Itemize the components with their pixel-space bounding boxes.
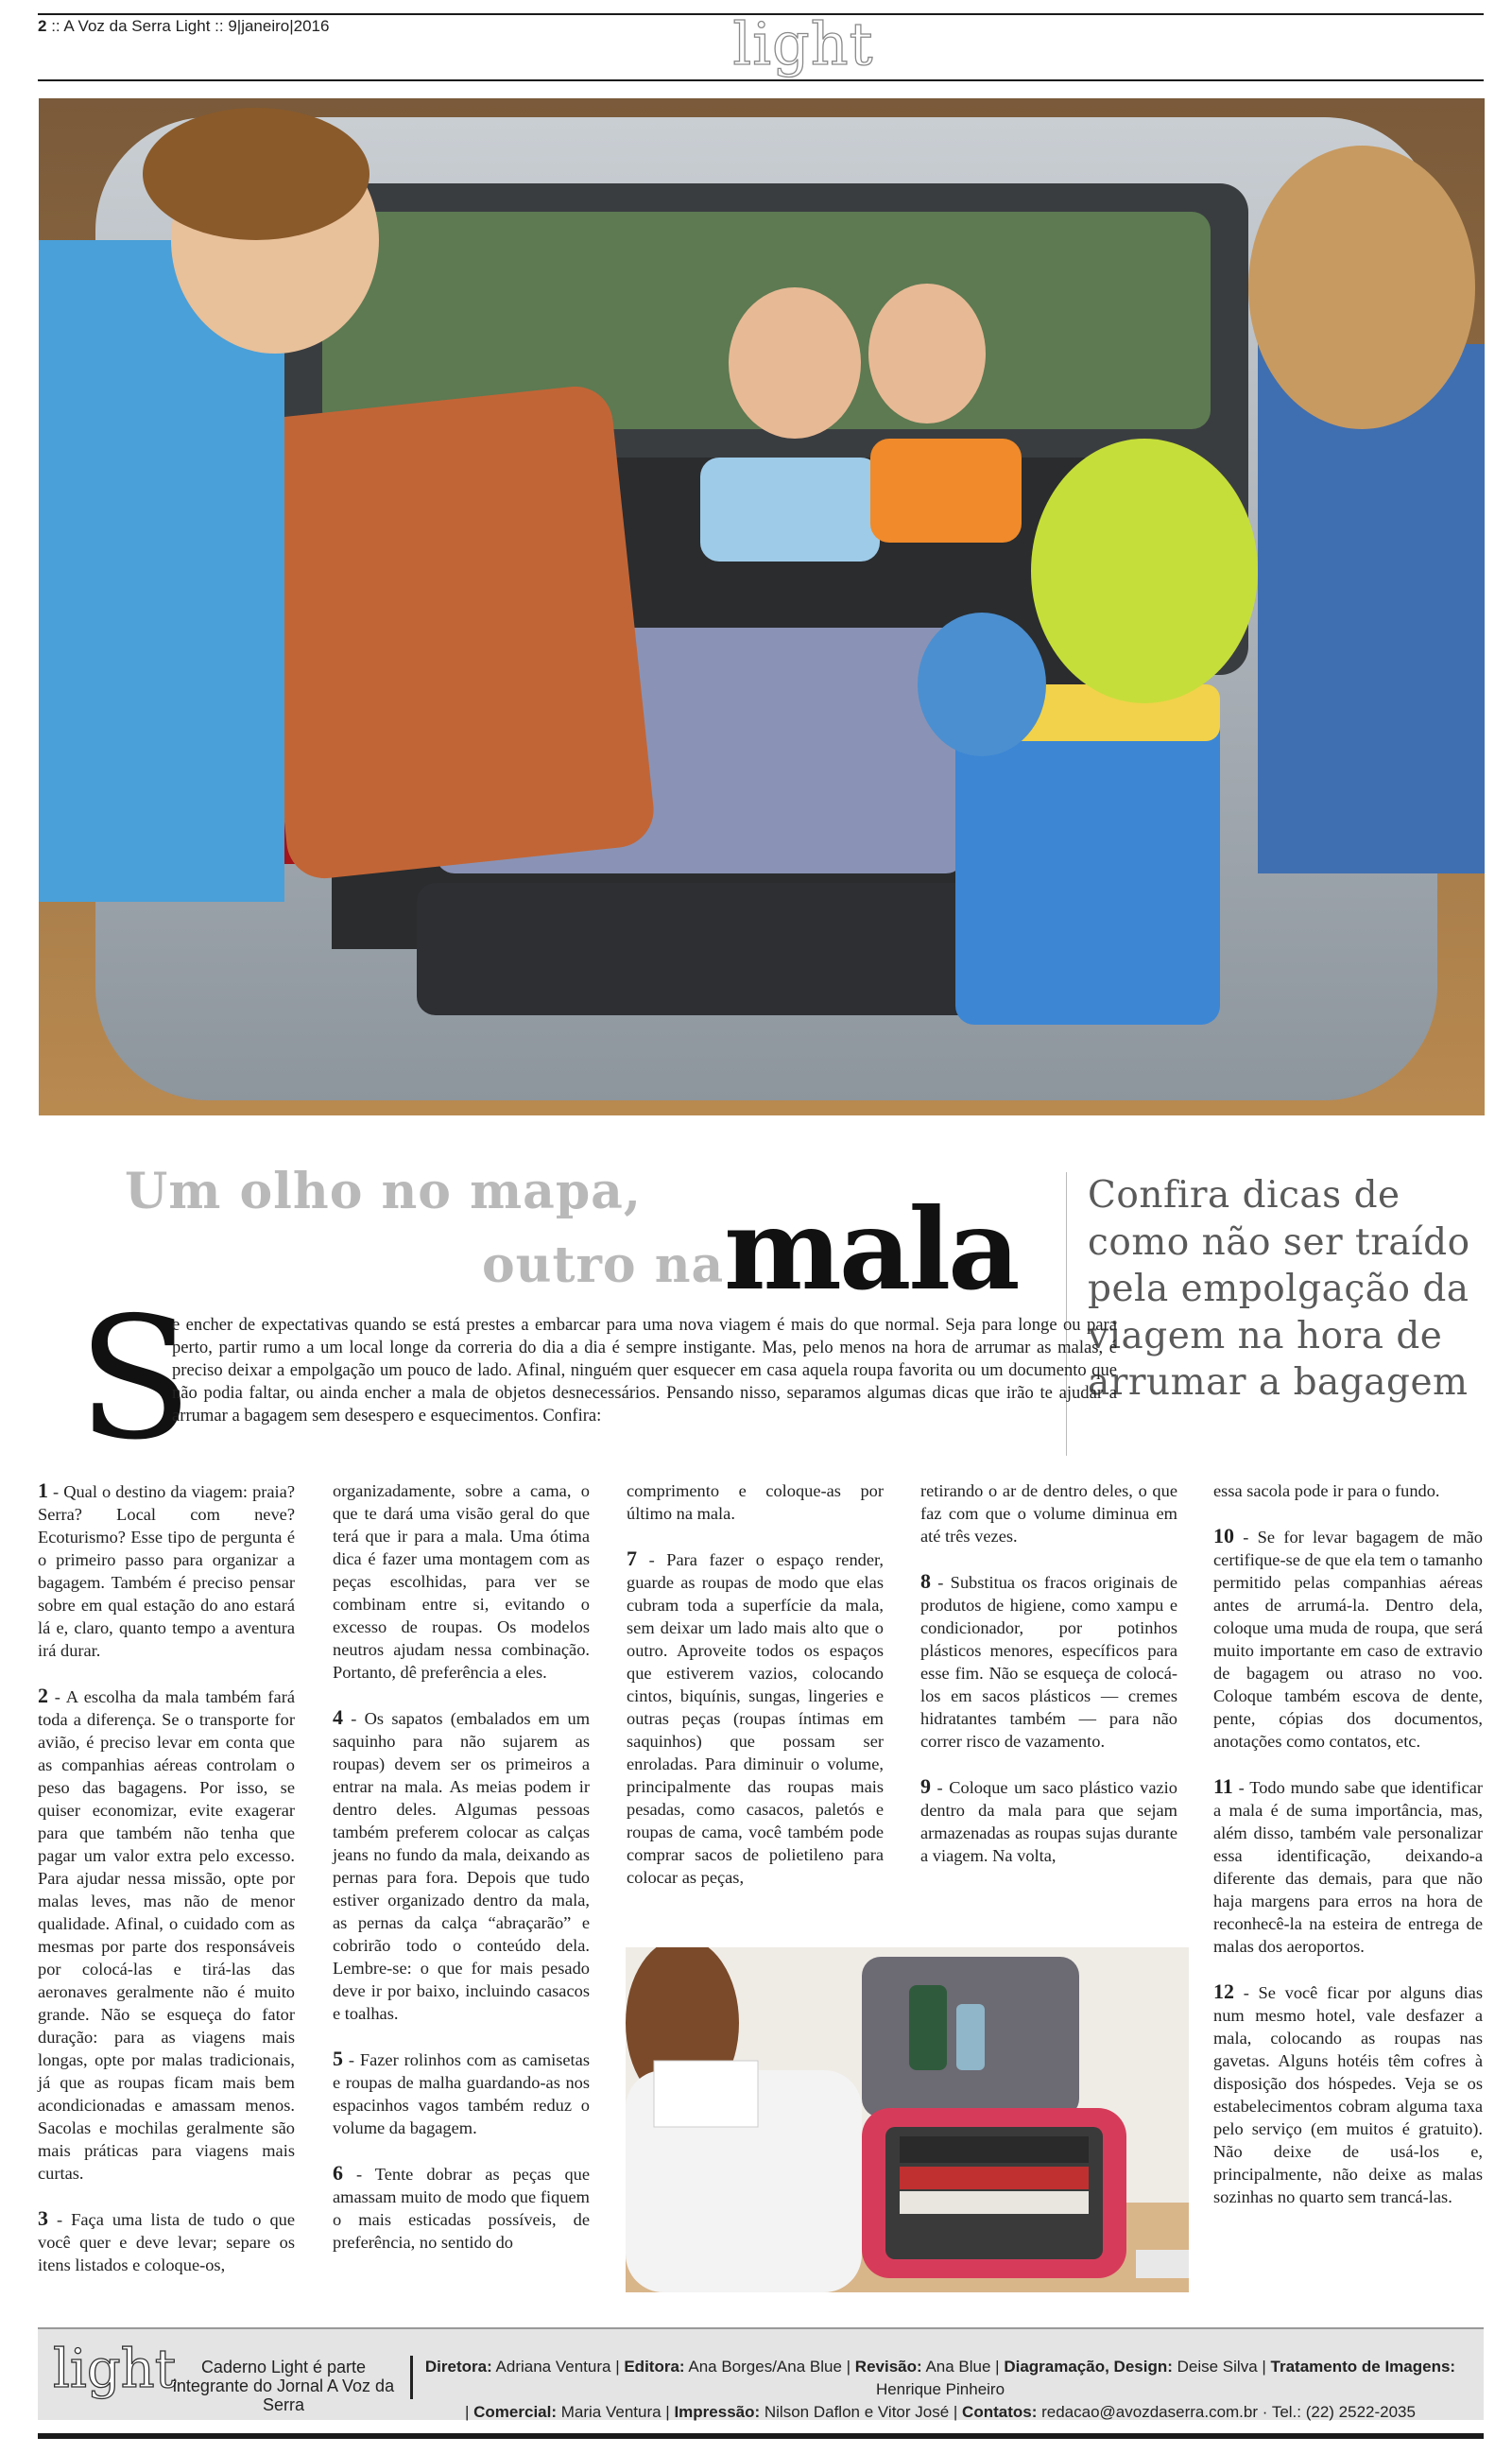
credit-label: Tratamento de Imagens: <box>1270 2358 1456 2376</box>
headline-line1: Um olho no mapa, <box>125 1163 642 1220</box>
credit-value: Ana Borges/Ana Blue <box>684 2358 842 2376</box>
folio-text: :: A Voz da Serra Light :: 9|janeiro|2016 <box>51 17 330 35</box>
credit-value: Nilson Daflon e Vitor José <box>760 2403 950 2421</box>
footer-logo: light <box>53 2339 177 2400</box>
drop-cap: S <box>77 1281 193 1477</box>
page-footer <box>38 2327 1484 2420</box>
intro <box>77 1281 1117 1477</box>
credit-label: Comercial: <box>473 2403 558 2421</box>
tip-text: essa sacola pode ir para o fundo. <box>1213 1481 1440 1500</box>
footer-tagline: Caderno Light é parte integrante do Jornal A Voz da Serra <box>172 2358 395 2414</box>
headline <box>94 1163 1040 1315</box>
tip-paragraph <box>38 2207 295 2276</box>
tip-number: 7 <box>627 1547 637 1570</box>
section-title: light <box>732 9 874 78</box>
bottom-rule <box>38 2433 1484 2439</box>
tip-number: 12 <box>1213 1979 1234 2003</box>
main-photo-family-packing-car <box>39 98 1485 1115</box>
tip-text: - Se você ficar por alguns dias num mesmo hotel, vale desfazer a mala, colocando as roupas nas gavetas. Alguns hotéis têm cofres à disposição dos hóspedes. Veja se os estabelecimentos cobram alguma taxa pelo serviço (em muitos é gratuito). Não deixe de usá-los e, principalmente, não deixe as malas sozinhas no quarto sem trancá-las. <box>1213 1983 1483 2206</box>
tip-number: 9 <box>920 1774 931 1798</box>
tip-paragraph <box>627 1479 884 1525</box>
tip-number: 11 <box>1213 1774 1233 1798</box>
tip-number: 1 <box>38 1478 48 1502</box>
column-1 <box>38 1479 295 2299</box>
tip-text: retirando o ar de dentro deles, o que faz com que o volume diminua em até três vezes. <box>920 1481 1177 1546</box>
footer-divider <box>410 2356 413 2399</box>
tip-number: 2 <box>38 1684 48 1707</box>
credit-label: Impressão: <box>674 2403 761 2421</box>
column-4 <box>920 1479 1177 1890</box>
credit-value: Ana Blue <box>921 2358 991 2376</box>
deck <box>1066 1172 1491 1456</box>
credit-label: Revisão: <box>854 2358 922 2376</box>
credits-line-2: | Comercial: Maria Ventura | Impressão: Nilson Daflon e Vitor José | Contatos: redacao@avozdaserra.com.br · Tel.: (22) 2522-2035 <box>465 2403 1416 2421</box>
headline-line2: outro na <box>482 1236 725 1294</box>
tip-paragraph <box>920 1570 1177 1753</box>
credit-label: Editora: <box>624 2358 685 2376</box>
photo-packing-suitcase <box>626 1947 1189 2292</box>
tip-text: - Todo mundo sabe que identificar a mala é de suma importância, mas, além disso, também vale personalizar essa identificação, deixando-a diferente das demais, para que não haja margens para erros na hora de reconhecê-la na esteira de entrega de malas dos aeroportos. <box>1213 1778 1483 1956</box>
credit-value: Adriana Ventura <box>491 2358 611 2376</box>
tip-paragraph <box>1213 1525 1483 1753</box>
deck-text: Confira dicas de como não ser traído pela empolgação da viagem na hora de arrumar a bagagem <box>1088 1174 1470 1404</box>
tip-paragraph <box>333 2048 590 2139</box>
tip-text: - Faça uma lista de tudo o que você quer e deve levar; separe os itens listados e coloque-os, <box>38 2210 295 2274</box>
tip-number: 8 <box>920 1569 931 1593</box>
tip-paragraph <box>1213 1775 1483 1958</box>
tip-text: comprimento e coloque-as por último na mala. <box>627 1481 884 1523</box>
tip-number: 5 <box>333 2047 343 2070</box>
main-photo-illustration <box>39 98 1485 1115</box>
intro-text: e encher de expectativas quando se está prestes a embarcar para uma nova viagem é mais do que normal. Seja para longe ou para perto, partir rumo a um local longe da correria do dia a dia é sempre instigante. Mas, pelo menos na hora de arrumar as malas, é preciso deixar a empolgação um pouco de lado. Afinal, ninguém quer esquecer em casa aquela roupa favorita ou um documento que não podia faltar, ou ainda encher a mala de objetos desnecessários. Pensando nisso, separamos algumas dicas que irão te ajudar a arrumar a bagagem sem desespero e esquecimentos. Confira: <box>172 1315 1117 1426</box>
tip-text: - Se for levar bagagem de mão certifique-se de que ela tem o tamanho permitido pelas companhias aéreas antes de arrumá-la. Dentro dela, coloque uma muda de roupa, que será muito importante em caso de extravio de bagagem ou atraso no voo. Coloque também escova de dente, pente, cópias dos documentos, anotações como contatos, etc. <box>1213 1528 1483 1751</box>
credit-label: Diagramação, Design: <box>1004 2358 1173 2376</box>
headline-big-word: mala <box>724 1184 1018 1315</box>
credit-value: Henrique Pinheiro <box>875 2380 1005 2398</box>
folio <box>38 17 329 36</box>
tip-paragraph <box>333 1706 590 2025</box>
tip-text: - A escolha da mala também fará toda a diferença. Se o transporte for avião, é preciso levar em conta que as companhias aéreas controlam o peso das bagagens. Por isso, se quiser economizar, evite exagerar para que também não tenha que pagar um valor extra pelo excesso. Para ajudar nessa missão, opte por malas leves, mas não de menor qualidade. Afinal, o cuidado com as mesmas por parte dos responsáveis por colocá-las e tirá-las das aeronaves geralmente não é muito grande. Não se esqueça do fator duração: para as viagens mais longas, opte por malas tradicionais, já que as roupas ficam mais bem acondicionadas e amassam menos. Sacolas e mochilas geralmente são mais práticas para viagens mais curtas. <box>38 1687 295 2183</box>
column-5 <box>1213 1479 1483 2231</box>
credit-value: redacao@avozdaserra.com.br · Tel.: (22) 2522-2035 <box>1037 2403 1416 2421</box>
credit-label: Diretora: <box>424 2358 492 2376</box>
tip-paragraph <box>333 2162 590 2254</box>
tip-number: 4 <box>333 1705 343 1729</box>
page-header <box>38 9 1484 81</box>
page-number: 2 <box>38 17 47 35</box>
tip-text: - Para fazer o espaço render, guarde as roupas de modo que elas cubram toda a superfície da mala, sem deixar um lado mais alto que o outro. Aproveite todos os espaços que estiverem vazios, colocando cintos, biquínis, sungas, lingeries e outras peças (roupas íntimas em saquinhos) que possam ser enroladas. Para diminuir o volume, principalmente das roupas mais pesadas, como casacos, paletós e roupas de cama, você também pode comprar sacos de polietileno para colocar as peças, <box>627 1550 884 1887</box>
packing-photo-illustration <box>626 1947 1189 2292</box>
credit-value: Maria Ventura <box>557 2403 662 2421</box>
tip-number: 6 <box>333 2161 343 2185</box>
tip-number: 3 <box>38 2206 48 2230</box>
tip-text: - Substitua os fracos originais de produtos de higiene, como xampu e condicionador, por potinhos plásticos menores, específicos para esse fim. Não se esqueça de colocá-los em sacos plásticos — cremes hidratantes também — para não correr risco de vazamento. <box>920 1573 1177 1751</box>
tip-paragraph <box>920 1479 1177 1547</box>
credit-label: Contatos: <box>962 2403 1038 2421</box>
tip-number: 10 <box>1213 1524 1234 1547</box>
tip-paragraph <box>1213 1980 1483 2208</box>
tip-paragraph <box>333 1479 590 1684</box>
tip-paragraph <box>920 1775 1177 1867</box>
tip-paragraph <box>627 1547 884 1889</box>
tip-paragraph <box>1213 1479 1483 1502</box>
column-3 <box>627 1479 884 1911</box>
credits-line-1: Diretora: Adriana Ventura | Editora: Ana Borges/Ana Blue | Revisão: Ana Blue | Diagramação, Design: Deise Silva | Tratamento de Imagens: Henrique Pinheiro <box>424 2358 1456 2398</box>
tip-text: organizadamente, sobre a cama, o que te dará uma visão geral do que terá que ir para a mala. Uma ótima dica é fazer uma montagem com as peças escolhidas, para ver se combinam entre si, evitando o excesso de roupas. Os modelos neutros ajudam nessa combinação. Portanto, dê preferência a eles. <box>333 1481 590 1682</box>
tip-paragraph <box>38 1479 295 1662</box>
column-2 <box>333 1479 590 2276</box>
tip-text: - Qual o destino da viagem: praia? Serra? Local com neve? Ecoturismo? Esse tipo de pergunta é o primeiro passo para organizar a bagagem. Também é preciso pensar sobre em qual estação do ano estará lá e, claro, quanto tempo a aventura irá durar. <box>38 1482 295 1660</box>
tip-text: - Fazer rolinhos com as camisetas e roupas de malha guardando-as nos espacinhos vagos também reduz o volume da bagagem. <box>333 2050 590 2137</box>
credit-value: Deise Silva <box>1172 2358 1258 2376</box>
tip-text: - Os sapatos (embalados em um saquinho para não sujarem as roupas) devem ser os primeiros a entrar na mala. As meias podem ir dentro deles. Algumas pessoas também preferem colocar as calças jeans no fundo da mala, deixando as pernas para fora. Depois que tudo estiver organizado dentro da mala, as pernas da calça “abraçarão” e cobrirão todo o conteúdo dela. Lembre-se: o que for mais pesado deve ir por baixo, incluindo casacos e toalhas. <box>333 1709 590 2023</box>
tip-text: - Coloque um saco plástico vazio dentro da mala para que sejam armazenadas as roupas sujas durante a viagem. Na volta, <box>920 1778 1177 1865</box>
footer-credits <box>416 2356 1465 2424</box>
tip-paragraph <box>38 1685 295 2185</box>
tip-text: - Tente dobrar as peças que amassam muito de modo que fiquem o mais esticadas possíveis, de preferência, no sentido do <box>333 2165 590 2252</box>
